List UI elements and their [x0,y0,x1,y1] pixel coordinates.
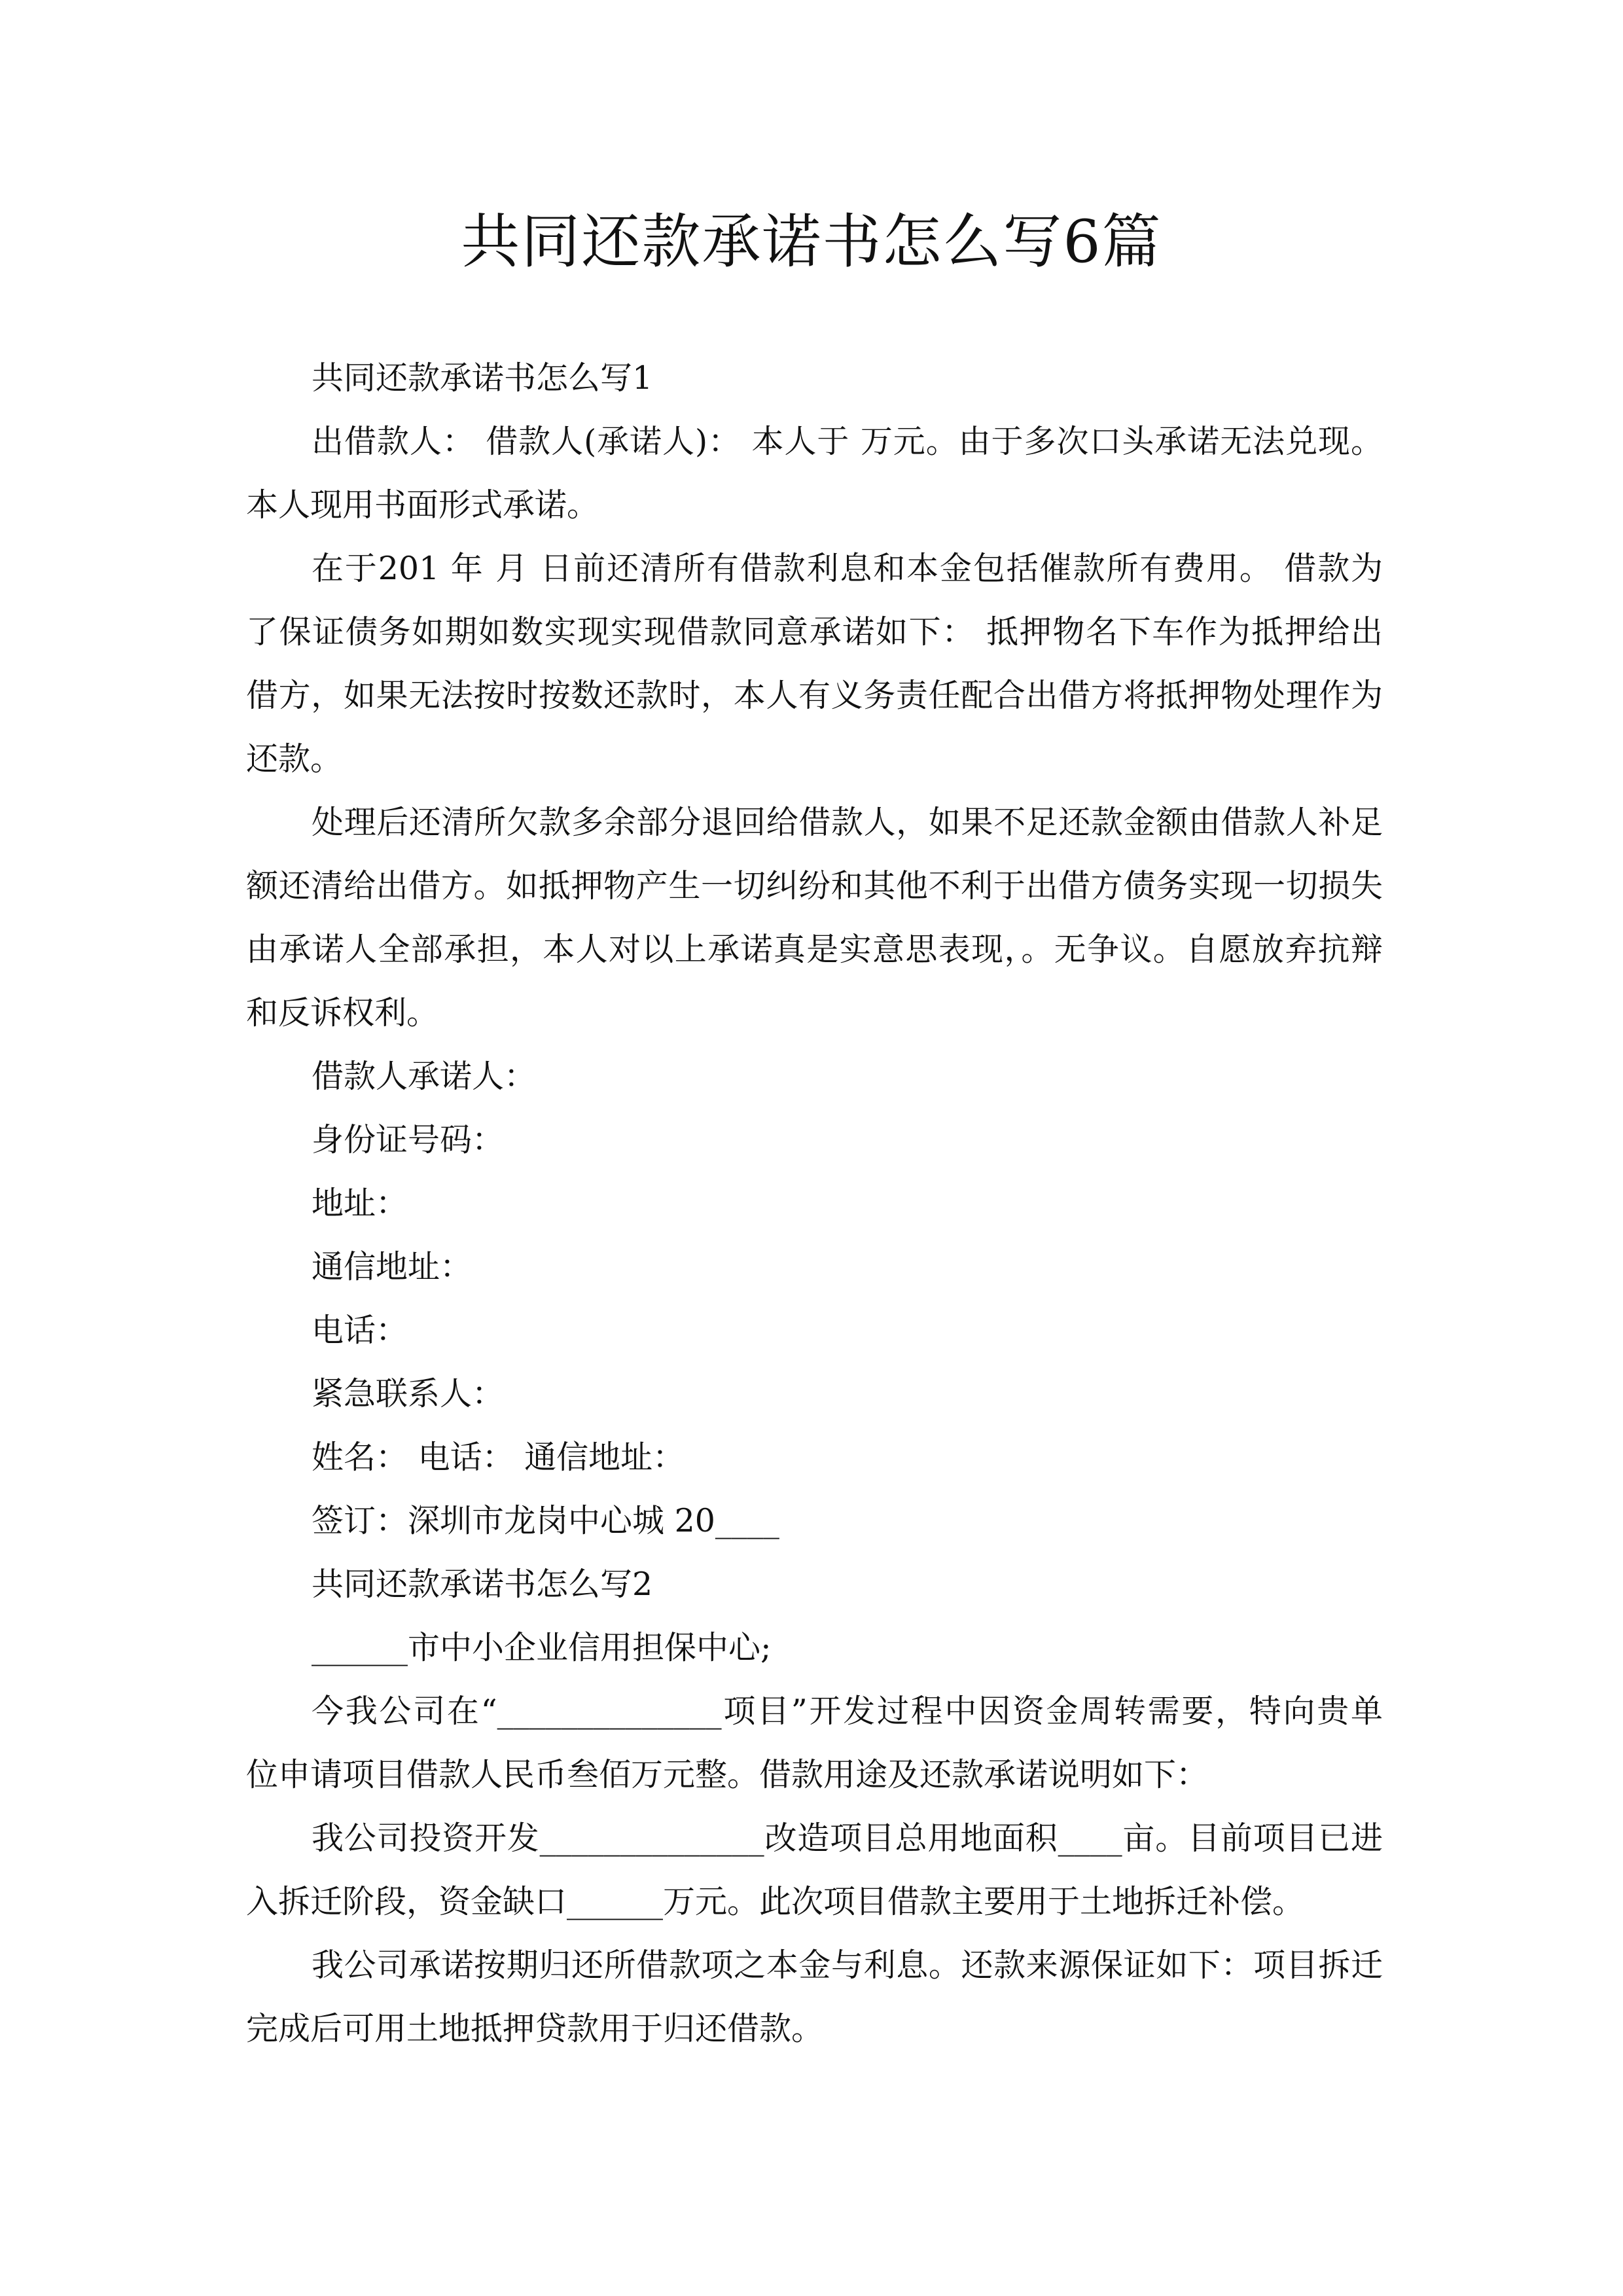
paragraph-line: 处理后还清所欠款多余部分退回给借款人，如果不足还款金额由借款人补足 [312,804,1383,841]
paragraph-line: 入拆迁阶段，资金缺口______万元。此次项目借款主要用于土地拆迁补偿。 [246,1883,1305,1920]
paragraph-line: 出借款人： 借款人(承诺人)： 本人于 万元。由于多次口头承诺无法兑现。 [312,423,1383,460]
signing-line: 签订：深圳市龙岗中心城 20____ [312,1502,779,1539]
paragraph-line: 完成后可用土地抵押贷款用于归还借款。 [246,2010,824,2047]
paragraph-line: 还款。 [246,740,343,778]
form-field-label: 紧急联系人： [312,1375,505,1412]
paragraph-line: 本人现用书面形式承诺。 [246,486,599,524]
form-field-label: 姓名： 电话： 通信地址： [312,1439,685,1476]
paragraph-line: 我公司承诺按期归还所借款项之本金与利息。还款来源保证如下：项目拆迁 [312,1946,1383,1984]
paragraph-line: 位申请项目借款人民币叁佰万元整。借款用途及还款承诺说明如下： [246,1756,1209,1793]
form-field-label: 电话： [312,1312,408,1349]
document-body [246,346,1383,2060]
paragraph-line: 了保证债务如期如数实现实现借款同意承诺如下： 抵押物名下车作为抵押给出 [246,613,1383,651]
form-field-label: 通信地址： [312,1248,473,1285]
paragraph-line: 我公司投资开发______________改造项目总用地面积____亩。目前项目已进 [312,1820,1383,1857]
form-field-label: 借款人承诺人： [312,1058,537,1095]
addressee-line: ______市中小企业信用担保中心; [312,1629,772,1666]
paragraph-line: 今我公司在“______________项目”开发过程中因资金周转需要，特向贵单 [312,1693,1383,1730]
paragraph-line: 在于201 年 月 日前还清所有借款利息和本金包括催款所有费用。 借款为 [312,550,1383,587]
section-heading-1: 共同还款承诺书怎么写1 [312,359,653,397]
paragraph-line: 额还清给出借方。如抵押物产生一切纠纷和其他不利于出借方债务实现一切损失 [246,867,1383,905]
form-field-label: 地址： [312,1185,408,1222]
paragraph-line: 借方，如果无法按时按数还款时，本人有义务责任配合出借方将抵押物处理作为 [246,677,1383,714]
paragraph-line: 和反诉权利。 [246,994,439,1031]
form-field-label: 身份证号码： [312,1121,505,1158]
section-heading-2: 共同还款承诺书怎么写2 [312,1566,653,1603]
paragraph-line: 由承诺人全部承担，本人对以上承诺真是实意思表现，。无争议。自愿放弃抗辩 [246,931,1383,968]
document-title: 共同还款承诺书怎么写6篇 [461,207,1162,276]
